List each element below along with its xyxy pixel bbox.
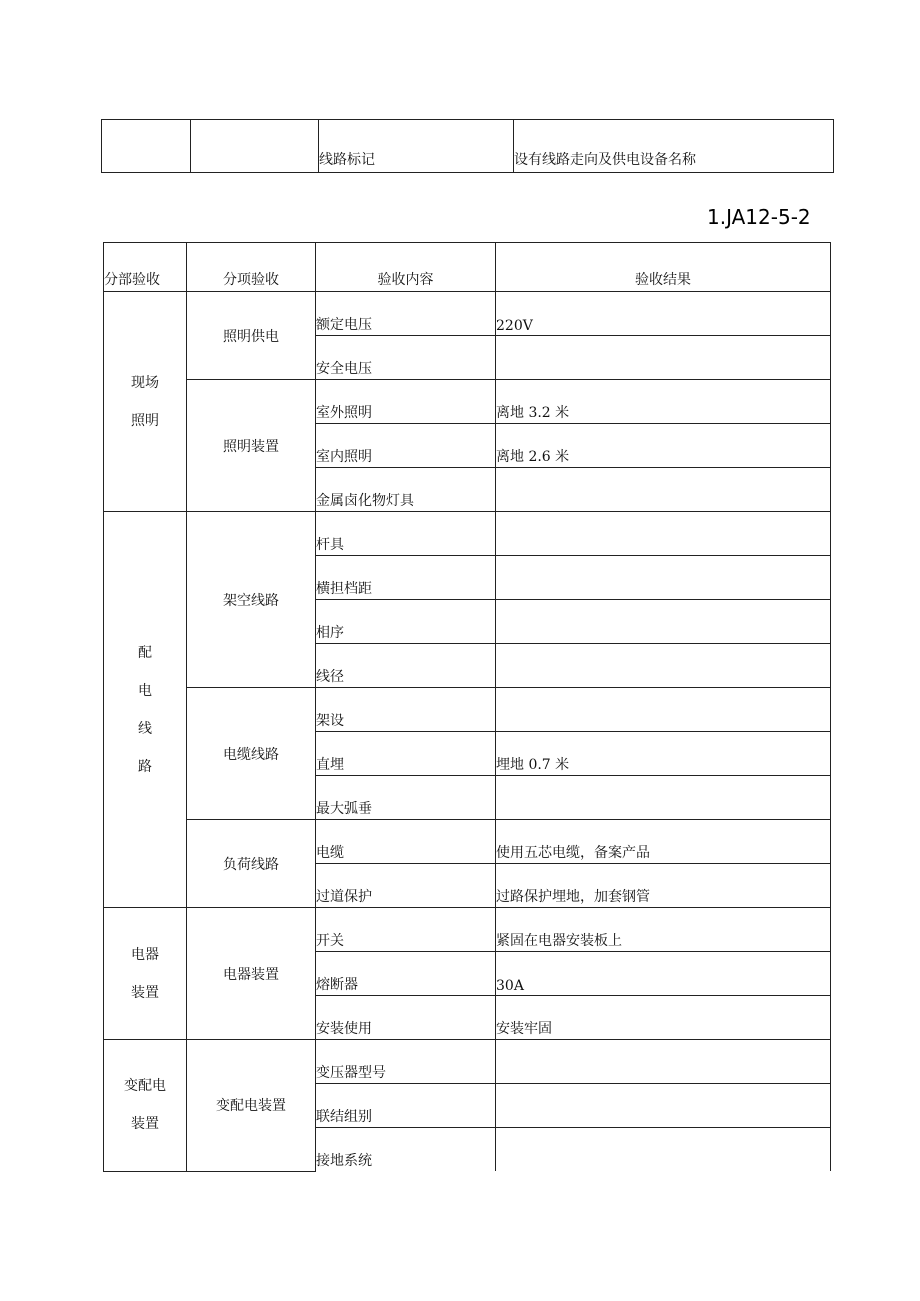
division-distribution-lines (104, 512, 187, 908)
content-cell: 架设 (316, 688, 496, 732)
result-cell (496, 688, 831, 732)
result-cell (496, 776, 831, 820)
content-cell: 电缆 (316, 820, 496, 864)
header-content: 验收内容 (316, 243, 496, 292)
subitem-load-lines: 负荷线路 (187, 820, 316, 908)
division-label: 装置 (131, 1116, 159, 1133)
result-cell: 使用五芯电缆，备案产品 (496, 820, 831, 864)
division-electrical-devices (104, 908, 187, 1040)
header-result: 验收结果 (496, 243, 831, 292)
subitem-electrical-devices: 电器装置 (187, 908, 316, 1040)
result-cell: 过路保护埋地，加套钢管 (496, 864, 831, 908)
result-cell (496, 556, 831, 600)
content-cell: 开关 (316, 908, 496, 952)
result-cell: 30A (496, 952, 831, 996)
content-cell: 接地系统 (316, 1128, 496, 1172)
result-cell (496, 600, 831, 644)
header-subitem: 分项验收 (187, 243, 316, 292)
acceptance-table (103, 242, 831, 1172)
table-row (102, 120, 834, 173)
subitem-substation-devices: 变配电装置 (187, 1040, 316, 1172)
division-char: 电 (138, 682, 152, 699)
content-cell: 室外照明 (316, 380, 496, 424)
division-char: 路 (138, 758, 152, 775)
content-cell: 室内照明 (316, 424, 496, 468)
result-cell: 离地 2.6 米 (496, 424, 831, 468)
top-table (101, 119, 834, 173)
division-label: 变配电 (124, 1078, 166, 1095)
result-cell (496, 468, 831, 512)
result-cell: 220V (496, 292, 831, 336)
content-cell: 金属卤化物灯具 (316, 468, 496, 512)
division-site-lighting (104, 292, 187, 512)
division-substation (104, 1040, 187, 1172)
result-cell: 紧固在电器安装板上 (496, 908, 831, 952)
content-cell: 最大弧垂 (316, 776, 496, 820)
result-cell (496, 1128, 831, 1172)
content-cell: 线径 (316, 644, 496, 688)
top-cell-value: 设有线路走向及供电设备名称 (514, 120, 834, 173)
content-cell: 杆具 (316, 512, 496, 556)
result-cell (496, 512, 831, 556)
table-row (104, 820, 831, 864)
result-cell: 离地 3.2 米 (496, 380, 831, 424)
content-cell: 直埋 (316, 732, 496, 776)
result-cell: 埋地 0.7 米 (496, 732, 831, 776)
table-row (104, 292, 831, 336)
content-cell: 熔断器 (316, 952, 496, 996)
content-cell: 过道保护 (316, 864, 496, 908)
content-cell: 变压器型号 (316, 1040, 496, 1084)
header-division: 分部验收 (104, 243, 187, 292)
table-row (104, 512, 831, 556)
division-label: 照明 (131, 412, 159, 429)
division-label: 电器 (131, 946, 159, 963)
subitem-cable-lines: 电缆线路 (187, 688, 316, 820)
subitem-lighting-supply: 照明供电 (187, 292, 316, 380)
table-row (104, 908, 831, 952)
content-cell: 安装使用 (316, 996, 496, 1040)
content-cell: 安全电压 (316, 336, 496, 380)
table-row (104, 1040, 831, 1084)
top-cell-empty-2 (191, 120, 319, 173)
top-cell-empty-1 (102, 120, 191, 173)
result-cell (496, 1040, 831, 1084)
result-cell (496, 1084, 831, 1128)
result-cell: 安装牢固 (496, 996, 831, 1040)
subitem-lighting-fixtures: 照明装置 (187, 380, 316, 512)
division-char: 线 (138, 720, 152, 737)
division-char: 配 (138, 644, 152, 661)
form-code: 1.JA12-5-2 (707, 205, 811, 229)
division-label: 装置 (131, 984, 159, 1001)
top-cell-label: 线路标记 (319, 120, 514, 173)
result-cell (496, 644, 831, 688)
header-row (104, 243, 831, 292)
division-label: 现场 (131, 374, 159, 391)
subitem-overhead-lines: 架空线路 (187, 512, 316, 688)
table-row (104, 688, 831, 732)
content-cell: 额定电压 (316, 292, 496, 336)
content-cell: 横担档距 (316, 556, 496, 600)
result-cell (496, 336, 831, 380)
content-cell: 相序 (316, 600, 496, 644)
table-row (104, 380, 831, 424)
content-cell: 联结组别 (316, 1084, 496, 1128)
